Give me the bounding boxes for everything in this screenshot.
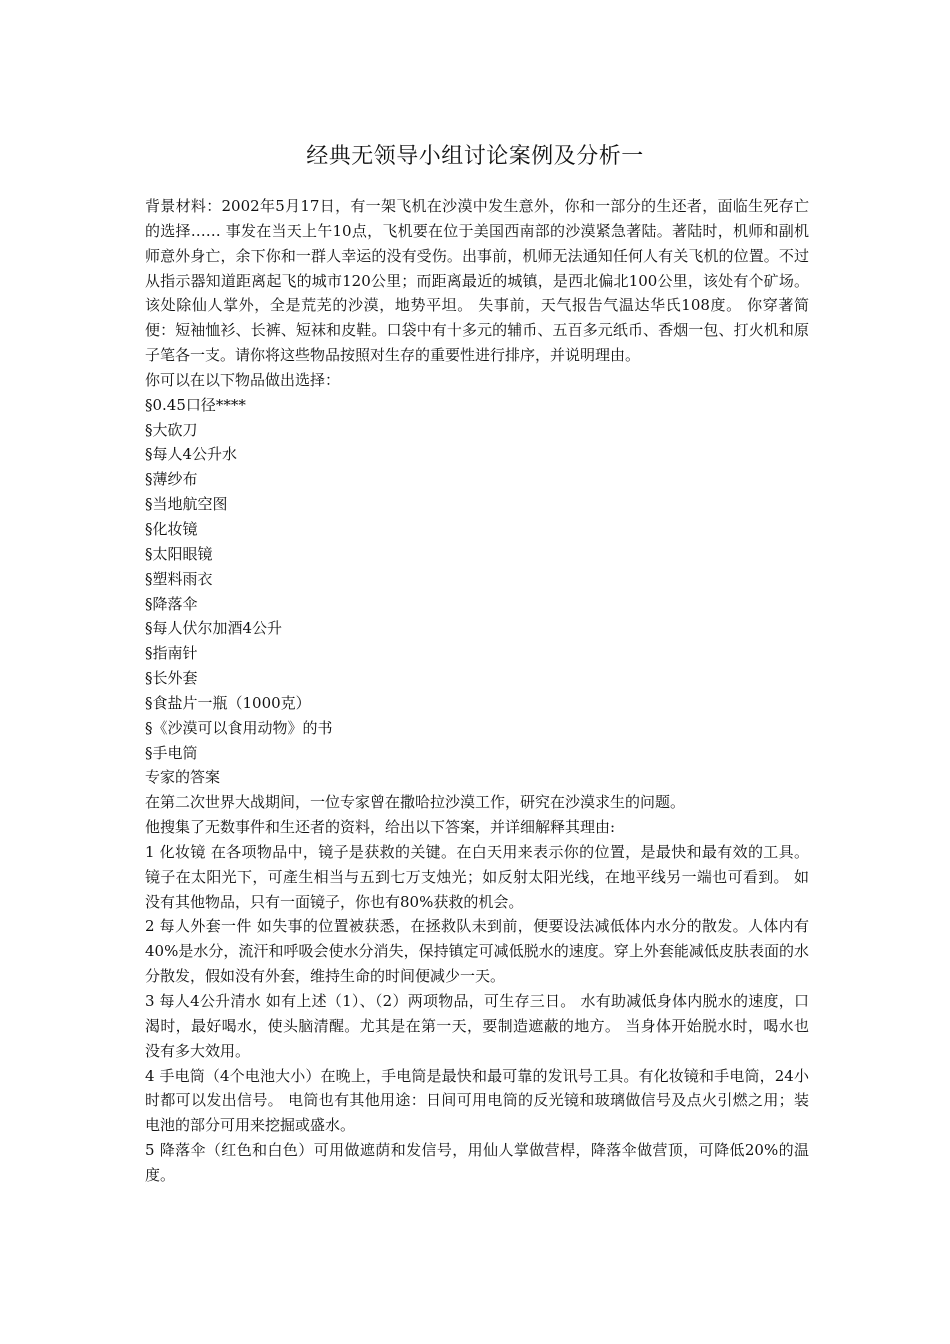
item-2: §每人4公升水	[145, 445, 238, 464]
background-paragraph: 背景材料：2002年5月17日，有一架飞机在沙漠中发生意外，你和一部分的生还者，面临生死存亡的选择…… 事发在当天上午10点，飞机要在位于美国西南部的沙漠紧急著陆。著陆时，机师和副机师意外身亡，余下你和一群人幸运的没有受伤。出事前，机师无法通知任何人有关飞机的位置。不过从指示器知道距离起飞的城市120公里；而距离最近的城镇，是西北偏北100公里，该处有个矿场。 该处除仙人掌外，全是荒芜的沙漠，地势平坦。 失事前，天气报告气温达华氏108度。 你穿著简便：短袖恤衫、长裤、短袜和皮鞋。口袋中有十多元的辅币、五百多元纸币、香烟一包、打火机和原子笔各一支。请你将这些物品按照对生存的重要性进行排序，并说明理由。	[145, 197, 809, 365]
answer-intro-2: 他搜集了无数事件和生还者的资料，给出以下答案，并详细解释其理由:	[145, 818, 616, 837]
item-5: §化妆镜	[145, 519, 198, 538]
item-9: §每人伏尔加酒4公升	[145, 619, 283, 638]
answer-4: 4 手电筒（4个电池大小）在晚上，手电筒是最快和最可靠的发讯号工具。有化妆镜和手电筒，24小时都可以发出信号。 电筒也有其他用途：日间可用电筒的反光镜和玻璃做信号及点火引燃之用；装电池的部分可用来挖掘或盛水。	[145, 1066, 809, 1135]
item-8: §降落伞	[145, 594, 198, 613]
document-title: 经典无领导小组讨论案例及分析一	[306, 144, 644, 169]
item-6: §太阳眼镜	[145, 544, 213, 563]
choose-intro: 你可以在以下物品做出选择：	[145, 370, 341, 389]
item-3: §薄纱布	[145, 470, 198, 489]
item-7: §塑料雨衣	[145, 569, 213, 588]
item-14: §手电筒	[145, 743, 198, 762]
document-body	[145, 194, 809, 1188]
item-1: §大砍刀	[145, 420, 198, 439]
item-12: §食盐片一瓶（1000克）	[145, 693, 311, 712]
answer-5: 5 降落伞（红色和白色）可用做遮荫和发信号，用仙人掌做营桿，降落伞做营顶，可降低20%的温度。	[145, 1141, 809, 1184]
answer-2: 2 每人外套一件 如失事的位置被获悉，在拯救队未到前，便要设法减低体内水分的散发。人体内有40%是水分，流汗和呼吸会使水分消失，保持镇定可减低脱水的速度。穿上外套能减低皮肤表面的水分散发，假如没有外套，维持生命的时间便减少一天。	[145, 917, 809, 986]
item-4: §当地航空图	[145, 495, 228, 514]
item-11: §长外套	[145, 669, 198, 688]
answer-heading: 专家的答案	[145, 768, 221, 787]
answer-1: 1 化妆镜 在各项物品中，镜子是获救的关键。在白天用来表示你的位置，是最快和最有效的工具。镜子在太阳光下，可產生相当与五到七万支烛光；如反射太阳光线，在地平线另一端也可看到。 如没有其他物品，只有一面镜子，你也有80%获救的机会。	[145, 842, 809, 911]
item-0: §0.45口径****	[145, 395, 246, 414]
item-10: §指南针	[145, 644, 198, 663]
answer-3: 3 每人4公升清水 如有上述（1）、（2）两项物品，可生存三日。 水有助减低身体内脱水的速度，口渴时，最好喝水，使头脑清醒。尤其是在第一天，要制造遮蔽的地方。 当身体开始脱水时，喝水也没有多大效用。	[145, 992, 809, 1060]
answer-intro-1: 在第二次世界大战期间，一位专家曾在撒哈拉沙漠工作，研究在沙漠求生的问题。	[145, 793, 686, 812]
item-13: §《沙漠可以食用动物》的书	[145, 718, 333, 737]
